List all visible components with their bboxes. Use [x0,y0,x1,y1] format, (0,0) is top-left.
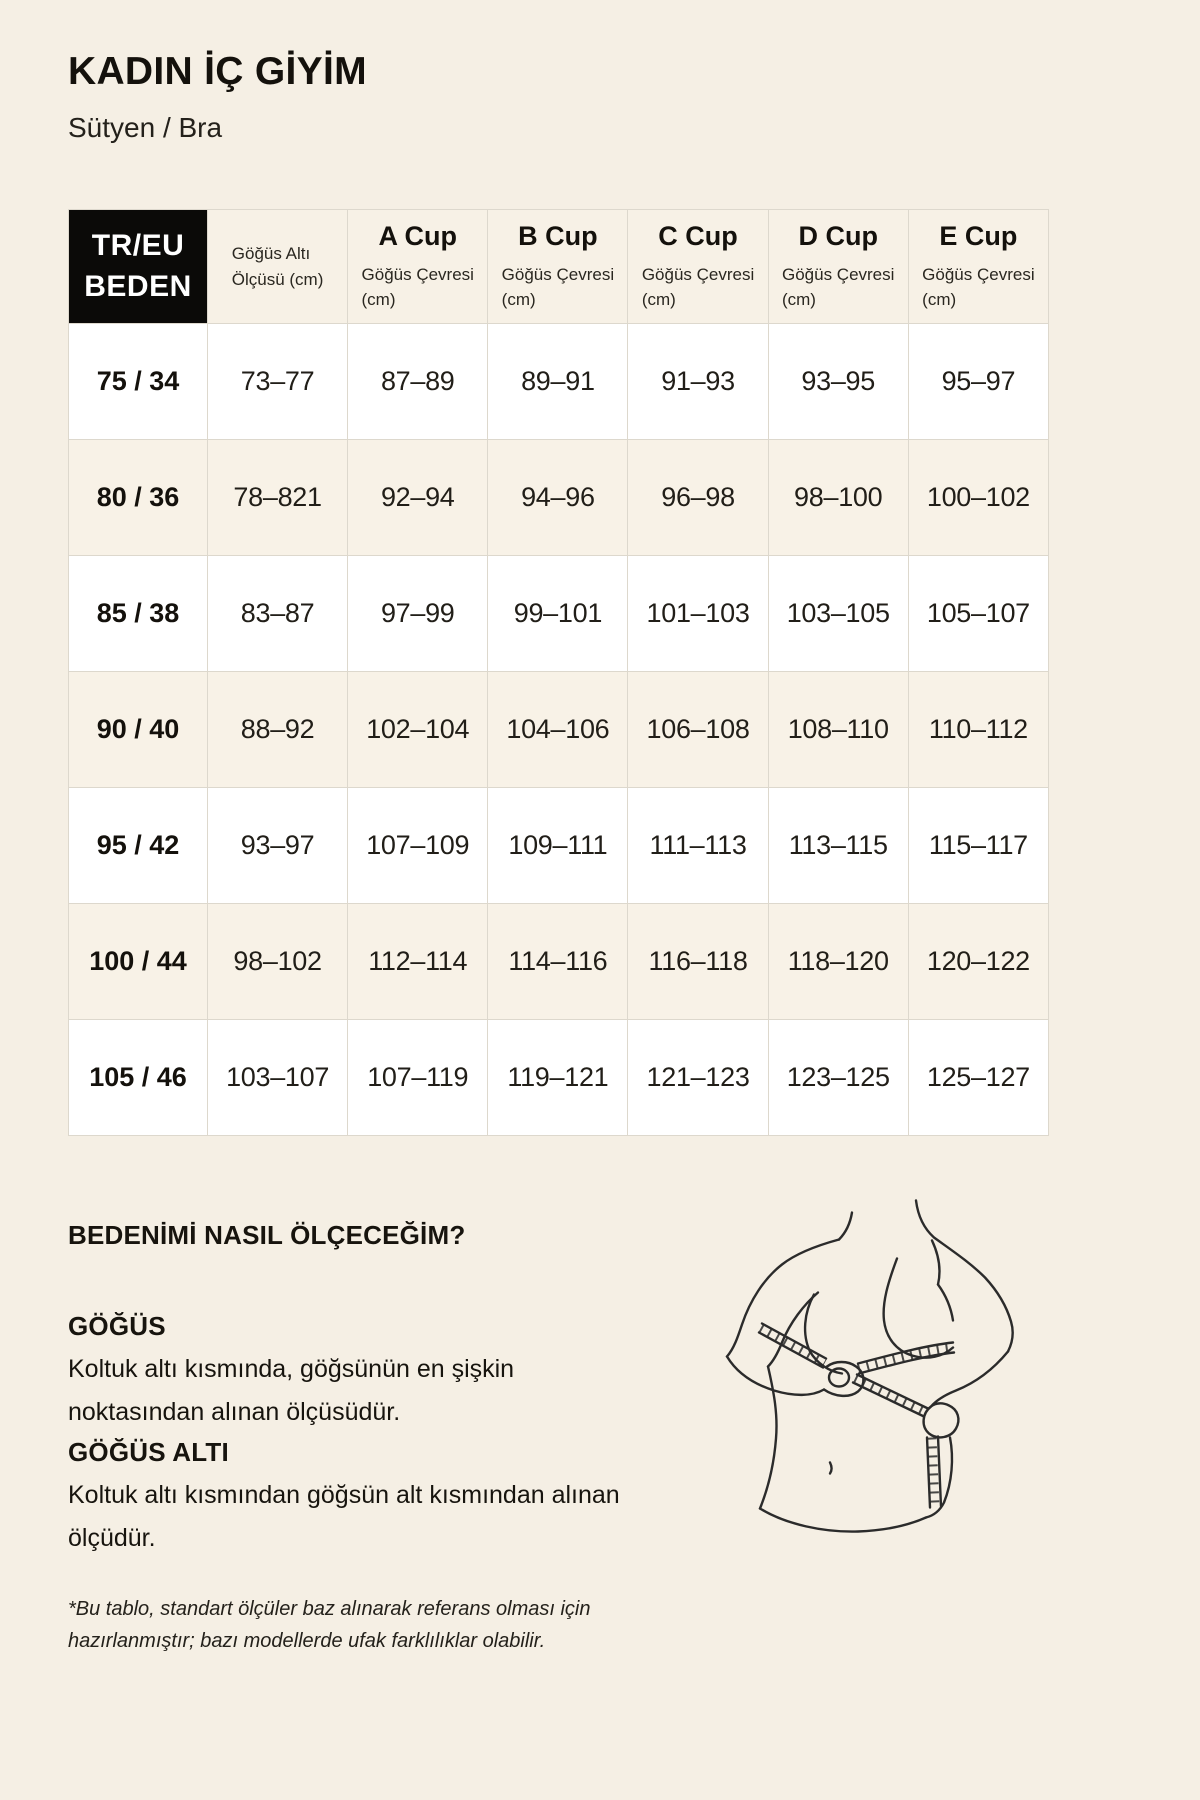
c-cup-value: 101–103 [628,556,768,672]
e-cup-value: 100–102 [908,440,1048,556]
e-cup-value: 125–127 [908,1020,1048,1136]
e-cup-value: 120–122 [908,904,1048,1020]
b-cup-value: 114–116 [488,904,628,1020]
d-cup-value: 103–105 [768,556,908,672]
size-label: 90 / 40 [69,672,208,788]
size-label: 100 / 44 [69,904,208,1020]
corner-line2: BEDEN [84,269,192,303]
document-header [68,50,367,144]
c-cup-value: 96–98 [628,440,768,556]
underbust-value: 83–87 [208,556,348,672]
d-cup-value: 123–125 [768,1020,908,1136]
page-title: KADIN İÇ GİYİM [68,50,367,93]
d-cup-value: 118–120 [768,904,908,1020]
underbust-value: 103–107 [208,1020,348,1136]
b-cup-value: 94–96 [488,440,628,556]
d-cup-value: 108–110 [768,672,908,788]
c-cup-value: 116–118 [628,904,768,1020]
underbust-column-header [208,210,348,324]
a-cup-value: 97–99 [348,556,488,672]
size-label: 85 / 38 [69,556,208,672]
disclaimer-footnote: *Bu tablo, standart ölçüler baz alınarak referans olması için hazırlanmıştır; bazı modellerde ufak farklılıklar olabilir. [68,1598,591,1652]
size-row-85-38 [69,556,1049,672]
how-to-measure-section [68,1220,688,1677]
a-cup-value: 102–104 [348,672,488,788]
underbust-header-label: Göğüs Altı Ölçüsü (cm) [231,244,324,289]
size-label: 95 / 42 [69,788,208,904]
c-cup-value: 91–93 [628,324,768,440]
e-cup-value: 95–97 [908,324,1048,440]
a-cup-value: 112–114 [348,904,488,1020]
d-cup-value: 98–100 [768,440,908,556]
b-cup-value: 119–121 [488,1020,628,1136]
page-subtitle: Sütyen / Bra [68,112,223,143]
underbust-value: 88–92 [208,672,348,788]
size-label: 105 / 46 [69,1020,208,1136]
table-header-row [69,210,1049,324]
size-row-100-44 [69,904,1049,1020]
bra-size-table [68,209,1049,1136]
cup-header-d: D Cup Göğüs Çevresi (cm) [768,210,908,324]
bust-section-text: Koltuk altı kısmında, göğsünün en şişkin noktasından alınan ölçüsüdür. [68,1355,515,1426]
d-cup-value: 113–115 [768,788,908,904]
size-label: 80 / 36 [69,440,208,556]
underbust-value: 73–77 [208,324,348,440]
b-cup-value: 109–111 [488,788,628,904]
measuring-tape-figure-svg [700,1198,1030,1548]
e-cup-value: 105–107 [908,556,1048,672]
b-cup-value: 104–106 [488,672,628,788]
e-cup-value: 110–112 [908,672,1048,788]
size-row-95-42 [69,788,1049,904]
size-row-105-46 [69,1020,1049,1136]
size-row-90-40 [69,672,1049,788]
a-cup-value: 107–119 [348,1020,488,1136]
underbust-value: 93–97 [208,788,348,904]
cup-header-e: E Cup Göğüs Çevresi (cm) [908,210,1048,324]
b-cup-value: 89–91 [488,324,628,440]
underbust-section-title: GÖĞÜS ALTI [68,1437,229,1467]
a-cup-value: 92–94 [348,440,488,556]
b-cup-value: 99–101 [488,556,628,672]
how-to-measure-heading: BEDENİMİ NASIL ÖLÇECEĞİM? [68,1220,466,1250]
underbust-value: 78–821 [208,440,348,556]
c-cup-value: 106–108 [628,672,768,788]
size-label: 75 / 34 [69,324,208,440]
a-cup-value: 87–89 [348,324,488,440]
a-cup-value: 107–109 [348,788,488,904]
bust-measurement-illustration [700,1198,1030,1548]
cup-header-b: B Cup Göğüs Çevresi (cm) [488,210,628,324]
size-row-80-36 [69,440,1049,556]
cup-header-a: A Cup Göğüs Çevresi (cm) [348,210,488,324]
corner-line1: TR/EU [91,229,185,262]
corner-header-tr-eu-beden [69,210,208,324]
e-cup-value: 115–117 [908,788,1048,904]
c-cup-value: 111–113 [628,788,768,904]
underbust-section-text: Koltuk altı kısmından göğsün alt kısmından alınan ölçüdür. [68,1481,620,1552]
size-row-75-34 [69,324,1049,440]
c-cup-value: 121–123 [628,1020,768,1136]
bust-section-title: GÖĞÜS [68,1311,166,1341]
cup-header-c: C Cup Göğüs Çevresi (cm) [628,210,768,324]
d-cup-value: 93–95 [768,324,908,440]
underbust-value: 98–102 [208,904,348,1020]
